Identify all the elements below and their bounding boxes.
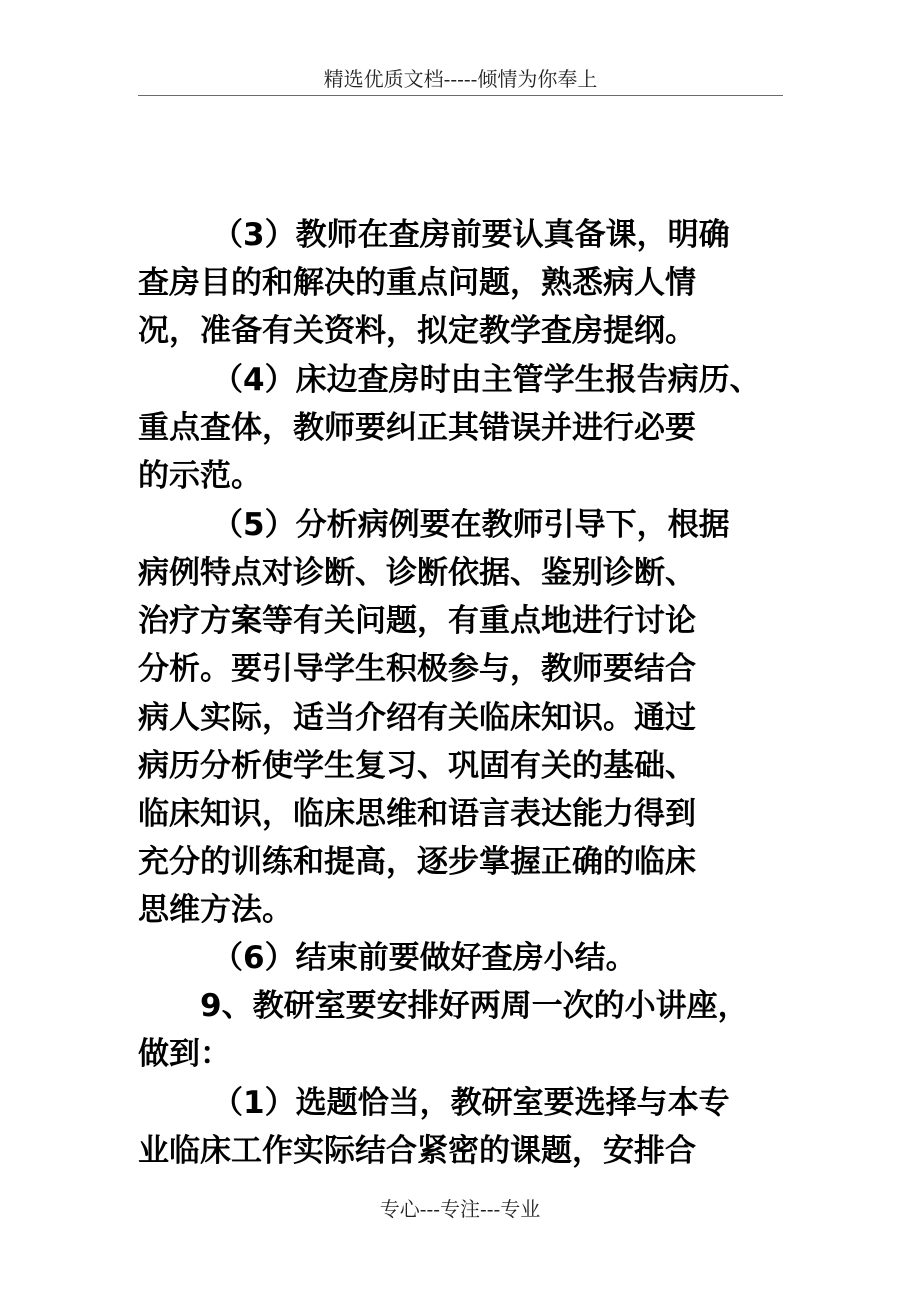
body-line: （4）床边查房时由主管学生报告病历、 bbox=[212, 362, 761, 398]
body-line: 思维方法。 bbox=[138, 892, 293, 928]
body-line: 况，准备有关资料，拟定教学查房提纲。 bbox=[138, 313, 696, 349]
body-line: 分析。要引导学生积极参与，教师要结合 bbox=[138, 651, 696, 687]
body-line: 的示范。 bbox=[138, 458, 262, 494]
header-text: 精选优质文档-----倾情为你奉上 bbox=[323, 67, 598, 91]
body-line: 临床知识，临床思维和语言表达能力得到 bbox=[138, 796, 696, 832]
footer-text: 专心---专注---专业 bbox=[379, 1197, 541, 1221]
body-line: 病历分析使学生复习、巩固有关的基础、 bbox=[138, 748, 696, 784]
body-line: 查房目的和解决的重点问题，熟悉病人情 bbox=[138, 265, 696, 301]
body-line: （5）分析病例要在教师引导下，根据 bbox=[212, 507, 730, 543]
body-line: 病人实际，适当介绍有关临床知识。通过 bbox=[138, 700, 696, 736]
header-divider bbox=[138, 95, 783, 96]
body-line: （6）结束前要做好查房小结。 bbox=[212, 940, 637, 976]
body-line: 治疗方案等有关问题，有重点地进行讨论 bbox=[138, 603, 696, 639]
body-line: （1）选题恰当，教研室要选择与本专 bbox=[212, 1085, 730, 1121]
body-line: 重点查体，教师要纠正其错误并进行必要 bbox=[138, 410, 696, 446]
body-line: （3）教师在查房前要认真备课，明确 bbox=[212, 217, 730, 253]
body-line: 业临床工作实际结合紧密的课题，安排合 bbox=[138, 1133, 696, 1169]
body-line: 充分的训练和提高，逐步掌握正确的临床 bbox=[138, 844, 696, 880]
body-line: 病例特点对诊断、诊断依据、鉴别诊断、 bbox=[138, 555, 696, 591]
body-line: 9、教研室要安排好两周一次的小讲座， bbox=[200, 988, 749, 1024]
body-line: 做到： bbox=[138, 1036, 231, 1072]
